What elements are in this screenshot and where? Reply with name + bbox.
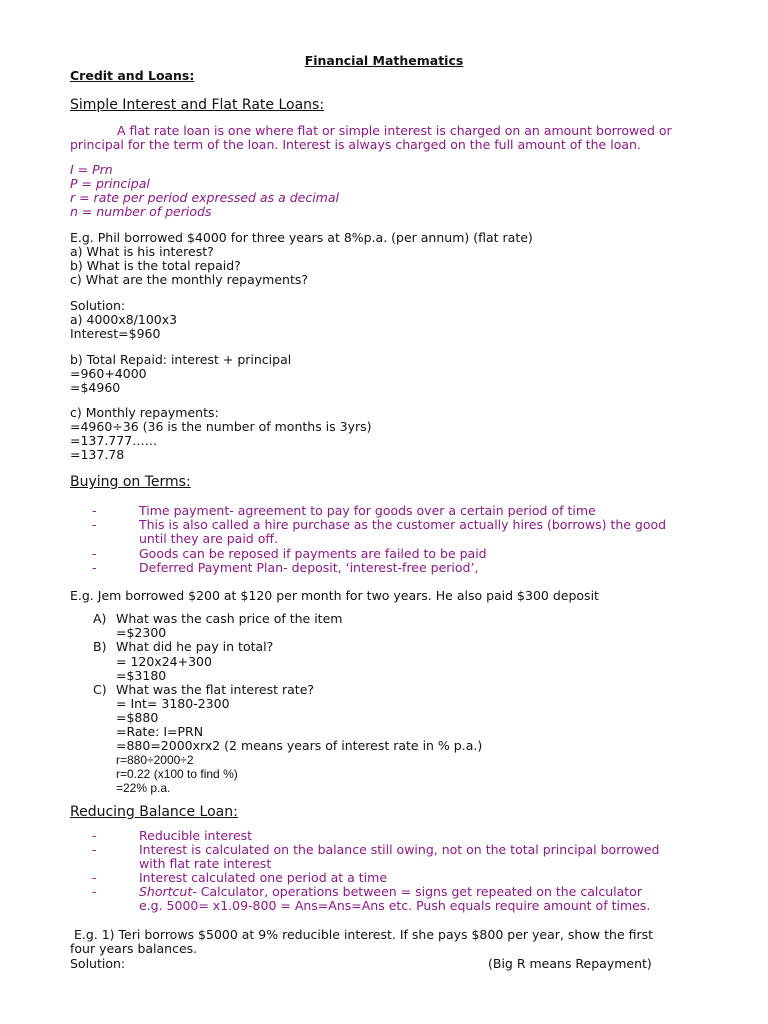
solution-line: Interest=$960 [70, 326, 161, 341]
question-text: What did he pay in total? [116, 639, 274, 654]
solution-line: =137.78 [70, 447, 125, 462]
heading-reducing-balance: Reducing Balance Loan: [70, 804, 238, 820]
solution-label: Solution: [70, 956, 126, 971]
bullet-text: until they are paid off. [139, 531, 278, 546]
bullet-text: Interest calculated one period at a time [139, 870, 388, 885]
bullet-text: Deferred Payment Plan- deposit, ‘interest-free period’, [139, 560, 479, 575]
solution-line: =960+4000 [70, 366, 147, 381]
answer-line: =880=2000xrx2 (2 means years of interest rate in % p.a.) [116, 738, 483, 753]
repayment-note: (Big R means Repayment) [488, 956, 652, 971]
answer-line: = 120x24+300 [116, 654, 212, 669]
bullet-dash: - [92, 517, 97, 532]
bullet-text: Interest is calculated on the balance still owing, not on the total principal borrowed [139, 842, 660, 857]
solution-line: =4960÷36 (36 is the number of months is 3yrs) [70, 419, 372, 434]
intro-paragraph-line-2: principal for the term of the loan. Interest is always charged on the full amount of the loan. [70, 137, 641, 152]
bullet-text: with flat rate interest [139, 856, 272, 871]
formula-line: P = principal [70, 176, 150, 191]
bullet-dash: - [92, 560, 97, 575]
answer-line: = Int= 3180-2300 [116, 696, 230, 711]
solution-line: a) 4000x8/100x3 [70, 312, 178, 327]
answer-line: =22% p.a. [116, 781, 171, 795]
question-text: What was the cash price of the item [116, 611, 343, 626]
question-text: What was the flat interest rate? [116, 682, 315, 697]
solution-line: Solution: [70, 298, 126, 313]
question-letter: B) [93, 639, 107, 654]
bullet-dash: - [92, 884, 97, 899]
bullet-dash: - [92, 870, 97, 885]
answer-line: =Rate: I=PRN [116, 724, 204, 739]
intro-paragraph-line-1: A flat rate loan is one where flat or simple interest is charged on an amount borrowed or [117, 123, 672, 138]
bullet-dash: - [92, 503, 97, 518]
formula-line: n = number of periods [70, 204, 212, 219]
formula-line: r = rate per period expressed as a decimal [70, 190, 339, 205]
section-credit-loans: Credit and Loans: [70, 68, 195, 83]
example-line: E.g. Jem borrowed $200 at $120 per month for two years. He also paid $300 deposit [70, 588, 599, 603]
bullet-dash: - [92, 546, 97, 561]
bullet-dash: - [92, 842, 97, 857]
answer-line: r=880÷2000÷2 [116, 753, 194, 767]
bullet-text: Goods can be reposed if payments are failed to be paid [139, 546, 487, 561]
question-letter: C) [93, 682, 107, 697]
example-line: four years balances. [70, 941, 198, 956]
bullet-dash: - [92, 828, 97, 843]
solution-line: c) Monthly repayments: [70, 405, 219, 420]
solution-line: =137.777…… [70, 433, 158, 448]
answer-line: =$880 [116, 710, 159, 725]
bullet-text: Reducible interest [139, 828, 253, 843]
shortcut-text: Calculator, operations between = signs get repeated on the calculator [196, 884, 642, 899]
solution-line: b) Total Repaid: interest + principal [70, 352, 292, 367]
answer-line: r=0.22 (x100 to find %) [116, 767, 238, 781]
bullet-text: Time payment- agreement to pay for goods over a certain period of time [139, 503, 596, 518]
answer-line: =$3180 [116, 668, 167, 683]
solution-line: =$4960 [70, 380, 121, 395]
heading-simple-interest: Simple Interest and Flat Rate Loans: [70, 97, 325, 113]
example-line: E.g. 1) Teri borrows $5000 at 9% reducible interest. If she pays $800 per year, show the first [70, 927, 654, 942]
example-line: a) What is his interest? [70, 244, 214, 259]
answer-line: =$2300 [116, 625, 167, 640]
shortcut-label: Shortcut- [139, 884, 197, 899]
formula-line: I = Prn [70, 162, 113, 177]
example-line: c) What are the monthly repayments? [70, 272, 309, 287]
bullet-text: e.g. 5000= x1.09-800 = Ans=Ans=Ans etc. Push equals require amount of times. [139, 898, 651, 913]
question-letter: A) [93, 611, 107, 626]
example-line: E.g. Phil borrowed $4000 for three years at 8%p.a. (per annum) (flat rate) [70, 230, 533, 245]
example-line: b) What is the total repaid? [70, 258, 241, 273]
bullet-text [139, 885, 642, 899]
page-title: Financial Mathematics [304, 53, 464, 68]
bullet-text: This is also called a hire purchase as the customer actually hires (borrows) the good [139, 517, 667, 532]
heading-buying-on-terms: Buying on Terms: [70, 474, 191, 490]
